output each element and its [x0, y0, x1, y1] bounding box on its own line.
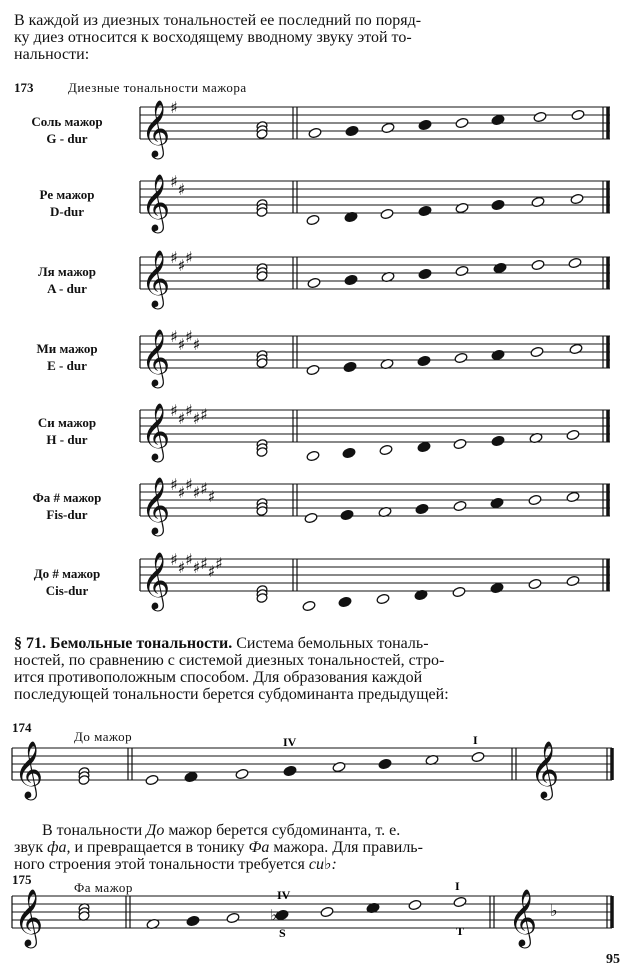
note-black: [418, 119, 432, 131]
key-name: Ми мажор: [36, 341, 98, 356]
note-whole: [453, 500, 467, 512]
treble-clef-icon: 𝄞: [141, 249, 171, 307]
sharp-icon: ♯: [192, 558, 201, 577]
note-black: [493, 262, 507, 274]
flat-icon: ♭: [270, 906, 278, 924]
flat-icon: ♭: [550, 901, 558, 920]
treble-clef-icon: 𝄞: [508, 888, 538, 946]
key-name: Соль мажор: [31, 114, 103, 129]
note-whole: [306, 214, 320, 226]
key-latin: H - dur: [46, 432, 88, 447]
key-name: Ля мажор: [37, 264, 97, 279]
note-whole: [381, 122, 395, 134]
note-whole: [306, 450, 320, 462]
example-title: Фа мажор: [74, 880, 133, 895]
note-whole: [570, 193, 584, 205]
note-black: [345, 125, 359, 137]
section-line: ится противоположным способом. Для образования каждой: [14, 669, 423, 686]
note-whole: [307, 277, 321, 289]
note-whole: [453, 438, 467, 450]
note-black: [491, 114, 505, 126]
note-whole: [471, 751, 485, 763]
page-number: 95: [606, 952, 620, 967]
text: Фа: [248, 839, 270, 856]
note-whole: [380, 208, 394, 220]
note-whole: [566, 429, 580, 441]
note-whole: [528, 494, 542, 506]
note-whole: [531, 259, 545, 271]
section-line: ностей, по сравнению с системой диезных тональностей, стро-: [14, 652, 445, 669]
note-whole: [304, 512, 318, 524]
sharp-icon: ♯: [185, 475, 193, 494]
note-whole: [454, 352, 468, 364]
note-whole: [571, 109, 585, 121]
note-whole: [568, 257, 582, 269]
note-black: [415, 503, 429, 515]
text: ного строения этой тональности требуется: [14, 856, 309, 873]
sharp-icon: ♯: [170, 172, 178, 191]
sharp-icon: ♯: [170, 550, 178, 569]
treble-clef-icon: 𝄞: [141, 402, 171, 460]
example-number: 174: [12, 720, 32, 735]
roman-numeral-iv: IV: [277, 888, 291, 902]
staff-layer: [12, 98, 612, 949]
treble-clef-icon: 𝄞: [141, 476, 171, 534]
note-whole: [376, 593, 390, 605]
tonic-label: T: [456, 924, 465, 938]
note-whole: [455, 265, 469, 277]
key-latin: A - dur: [47, 281, 87, 296]
subdominant-label: S: [279, 926, 286, 940]
sharp-icon: ♯: [215, 554, 223, 573]
note-whole: [530, 346, 544, 358]
key-latin: Cis-dur: [45, 583, 89, 598]
note-black: [283, 765, 297, 777]
note-black: [275, 909, 289, 921]
note-whole: [302, 600, 316, 612]
note-whole: [533, 111, 547, 123]
example-title: До мажор: [74, 729, 133, 744]
note-whole: [452, 586, 466, 598]
section-line: последующей тональности берется субдоминанта предыдущей:: [14, 686, 449, 703]
text: мажора. Для правиль-: [269, 839, 423, 856]
text: фа,: [47, 839, 71, 856]
roman-numeral-iv: IV: [283, 735, 297, 749]
treble-clef-icon: 𝄞: [141, 99, 171, 157]
text: мажор берется субдоминанта, т. е.: [164, 822, 401, 839]
treble-clef-icon: 𝄞: [14, 888, 44, 946]
example-number: 173: [14, 80, 34, 95]
sharp-icon: ♯: [170, 248, 178, 267]
sharp-icon: ♯: [207, 487, 216, 506]
key-name: Ре мажор: [39, 187, 95, 202]
treble-clef-icon: 𝄞: [141, 173, 171, 231]
key-latin: D-dur: [50, 204, 84, 219]
sharp-icon: ♯: [192, 409, 201, 428]
note-black: [338, 596, 352, 608]
sharp-icon: ♯: [185, 327, 193, 346]
intro-line: В каждой из диезных тональностей ее последний по поряд-: [14, 12, 422, 29]
note-whole: [332, 761, 346, 773]
text: звук: [14, 839, 48, 856]
note-whole: [226, 912, 240, 924]
sharp-icon: ♯: [177, 256, 186, 275]
sharp-icon: ♯: [200, 554, 208, 573]
note-black: [340, 509, 354, 521]
sharp-icon: ♯: [185, 550, 193, 569]
sharp-icon: ♯: [177, 558, 186, 577]
note-whole: [453, 896, 467, 908]
note-black: [344, 274, 358, 286]
note-whole: [528, 578, 542, 590]
note-black: [184, 771, 198, 783]
example-number: 175: [12, 872, 32, 887]
key-latin: Fis-dur: [46, 507, 88, 522]
note-whole: [566, 491, 580, 503]
intro-line: нальности:: [14, 46, 90, 63]
note-whole: [566, 575, 580, 587]
note-whole: [569, 343, 583, 355]
section-text: Система бемольных тональ-: [232, 635, 429, 652]
roman-numeral-i: I: [455, 879, 460, 893]
note-black: [491, 349, 505, 361]
sharp-icon: ♯: [200, 405, 208, 424]
sharp-icon: ♯: [170, 401, 178, 420]
sharp-icon: ♯: [207, 562, 216, 581]
text: си♭:: [308, 856, 337, 873]
note-whole: [379, 444, 393, 456]
note-black: [417, 355, 431, 367]
note-whole: [408, 899, 422, 911]
example-title: Диезные тональности мажора: [68, 80, 247, 95]
note-whole: [308, 127, 322, 139]
treble-clef-icon: 𝄞: [530, 740, 560, 798]
note-black: [342, 447, 356, 459]
note-whole: [145, 774, 159, 786]
key-latin: E - dur: [47, 358, 87, 373]
treble-clef-icon: 𝄞: [14, 740, 44, 798]
treble-clef-icon: 𝄞: [141, 328, 171, 386]
intro-line: ку диез относится к восходящему вводному звуку этой то-: [14, 29, 412, 46]
key-name: Фа # мажор: [32, 490, 102, 505]
sharp-icon: ♯: [177, 335, 186, 354]
note-black: [490, 497, 504, 509]
sharp-icon: ♯: [177, 409, 186, 428]
sharp-icon: ♯: [185, 401, 193, 420]
sharp-icon: ♯: [170, 98, 178, 117]
note-whole: [455, 117, 469, 129]
key-name: Си мажор: [37, 415, 97, 430]
note-black: [343, 361, 357, 373]
note-black: [417, 441, 431, 453]
sharp-icon: ♯: [185, 248, 193, 267]
text: В тональности: [42, 822, 147, 839]
sharp-icon: ♯: [177, 180, 186, 199]
note-black: [490, 582, 504, 594]
note-black: [491, 435, 505, 447]
sharp-icon: ♯: [192, 335, 201, 354]
text: До: [146, 822, 165, 839]
note-whole: [455, 202, 469, 214]
note-black: [418, 205, 432, 217]
key-name: До # мажор: [33, 566, 101, 581]
note-whole: [320, 906, 334, 918]
sharp-icon: ♯: [170, 327, 178, 346]
note-black: [186, 915, 200, 927]
note-black: [418, 268, 432, 280]
note-black: [491, 199, 505, 211]
text: и превращается в тонику: [70, 839, 249, 856]
key-latin: G - dur: [46, 131, 88, 146]
roman-numeral-i: I: [473, 733, 478, 747]
note-black: [378, 758, 392, 770]
note-whole: [531, 196, 545, 208]
note-whole: [306, 364, 320, 376]
note-whole: [235, 768, 249, 780]
sharp-icon: ♯: [192, 483, 201, 502]
sharp-icon: ♯: [177, 483, 186, 502]
sharp-icon: ♯: [200, 479, 208, 498]
sharp-icon: ♯: [170, 475, 178, 494]
treble-clef-icon: 𝄞: [141, 551, 171, 609]
section-heading: § 71. Бемольные тональности.: [14, 635, 233, 652]
